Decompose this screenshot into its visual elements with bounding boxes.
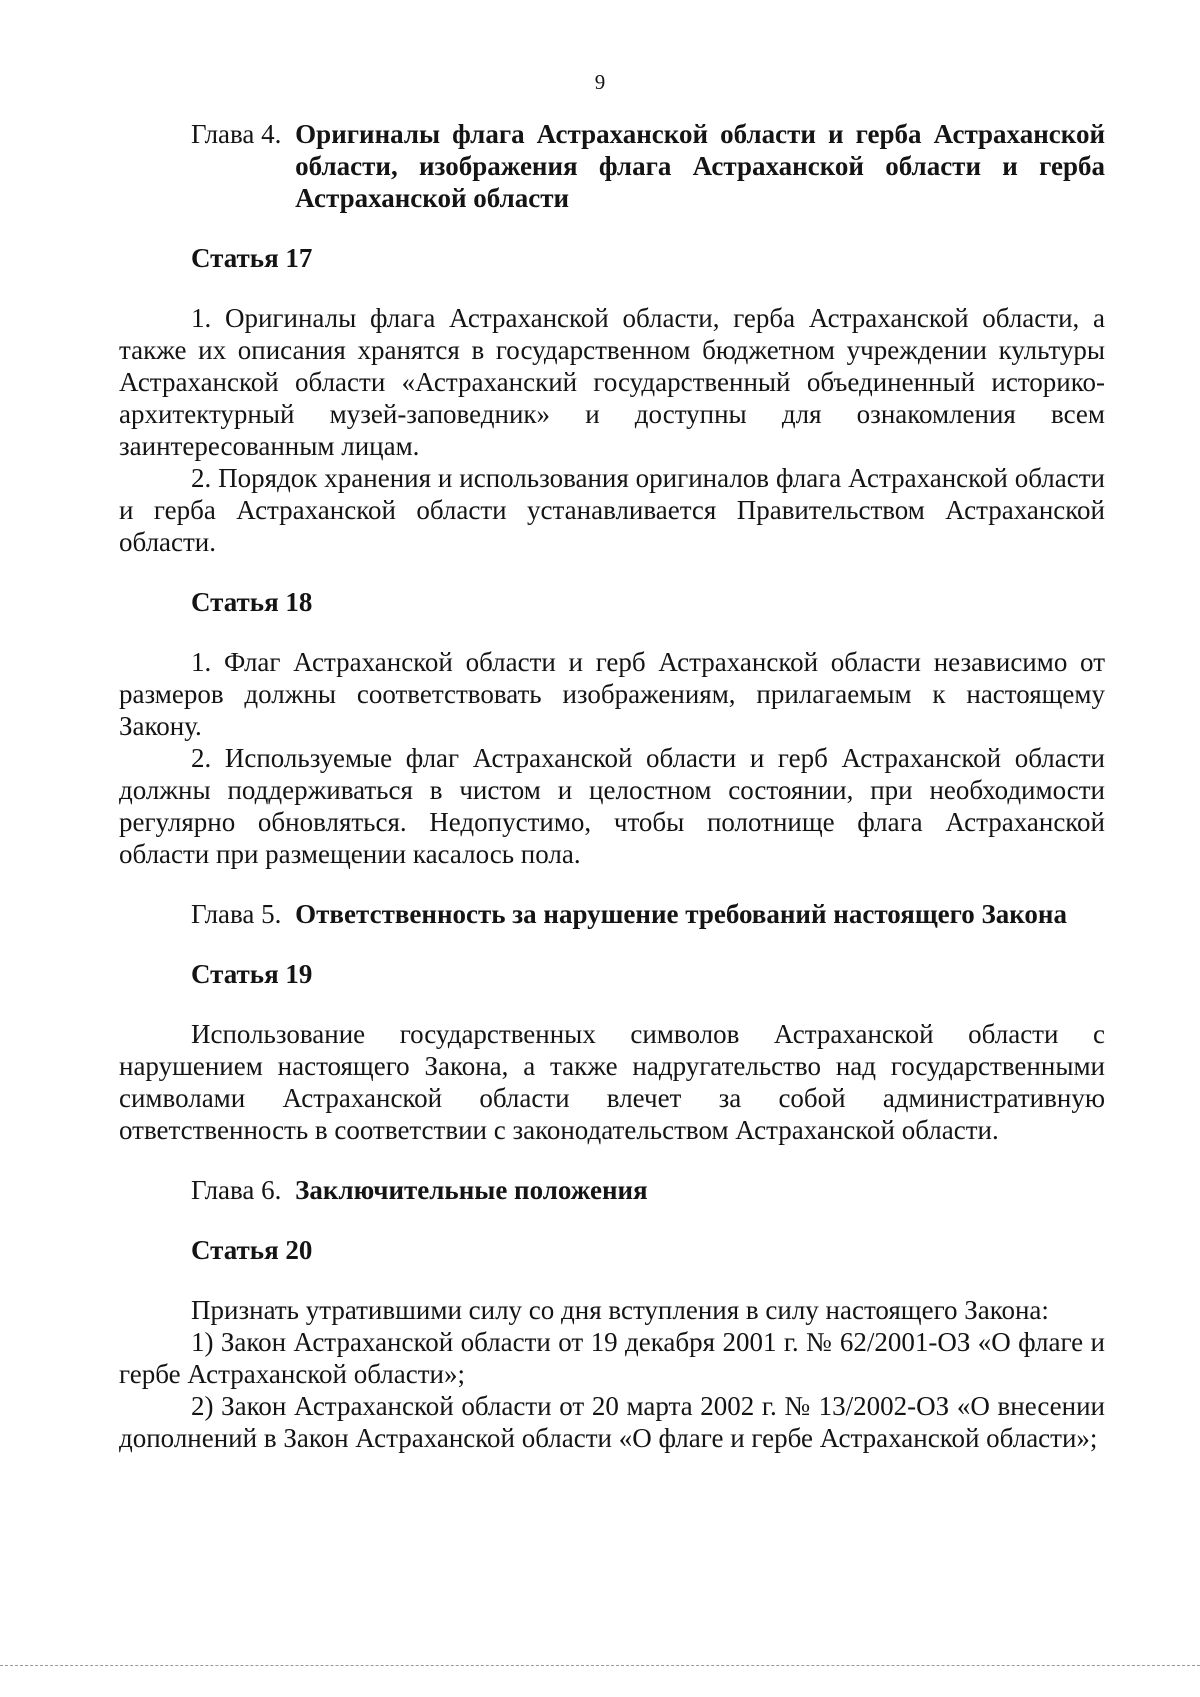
chapter-5-heading [119,898,1105,930]
chapter-5-number: Глава 5. [191,899,289,929]
chapter-6-title: Заключительные положения [295,1175,648,1205]
article-17-heading: Статья 17 [191,243,313,273]
article-20-paragraph-1: Признать утратившими силу со дня вступления в силу настоящего Закона: [191,1295,1049,1325]
article-19-paragraph-1: Использование государственных символов Астраханской области с нарушением настоящего Закона, а также надругательство над государственными символами Астраханской области влечет за собой административную ответственность в соответствии с законодательством Астраханской области. [119,1019,1105,1145]
document-body [119,118,1105,1454]
article-17-paragraph-2: 2. Порядок хранения и использования оригиналов флага Астраханской области и герба Астраханской области устанавливается Правительством Астраханской области. [119,463,1105,557]
chapter-5-title: Ответственность за нарушение требований настоящего Закона [295,899,1067,929]
article-18-paragraph-1: 1. Флаг Астраханской области и герб Астраханской области независимо от размеров должны соответствовать изображениям, прилагаемым к настоящему Закону. [119,647,1105,741]
article-20-heading: Статья 20 [191,1235,313,1265]
article-20-paragraph-3: 2) Закон Астраханской области от 20 марта 2002 г. № 13/2002-ОЗ «О внесении дополнений в Закон Астраханской области «О флаге и гербе Астраханской области»; [119,1391,1105,1453]
page-bottom-divider [0,1665,1200,1666]
article-17-paragraph-1: 1. Оригиналы флага Астраханской области, герба Астраханской области, а также их описания хранятся в государственном бюджетном учреждении культуры Астраханской области «Астраханский государственный объединенный историко-архитектурный музей-заповедник» и доступны для ознакомления всем заинтересованным лицам. [119,303,1105,461]
page-number: 9 [594,70,606,94]
chapter-4-heading [119,118,1105,214]
chapter-6-heading [119,1174,1105,1206]
article-18-paragraph-2: 2. Используемые флаг Астраханской области и герб Астраханской области должны поддерживаться в чистом и целостном состоянии, при необходимости регулярно обновляться. Недопустимо, чтобы полотнище флага Астраханской области при размещении касалось пола. [119,743,1105,869]
chapter-4-title: Оригиналы флага Астраханской области и герба Астраханской области, изображения флага Астраханской области и герба Астраханской области [295,119,1105,213]
chapter-4-number: Глава 4. [191,119,289,149]
chapter-6-number: Глава 6. [191,1175,289,1205]
article-19-heading: Статья 19 [191,959,313,989]
article-18-heading: Статья 18 [191,587,313,617]
article-20-paragraph-2: 1) Закон Астраханской области от 19 декабря 2001 г. № 62/2001-ОЗ «О флаге и гербе Астраханской области»; [119,1327,1105,1389]
